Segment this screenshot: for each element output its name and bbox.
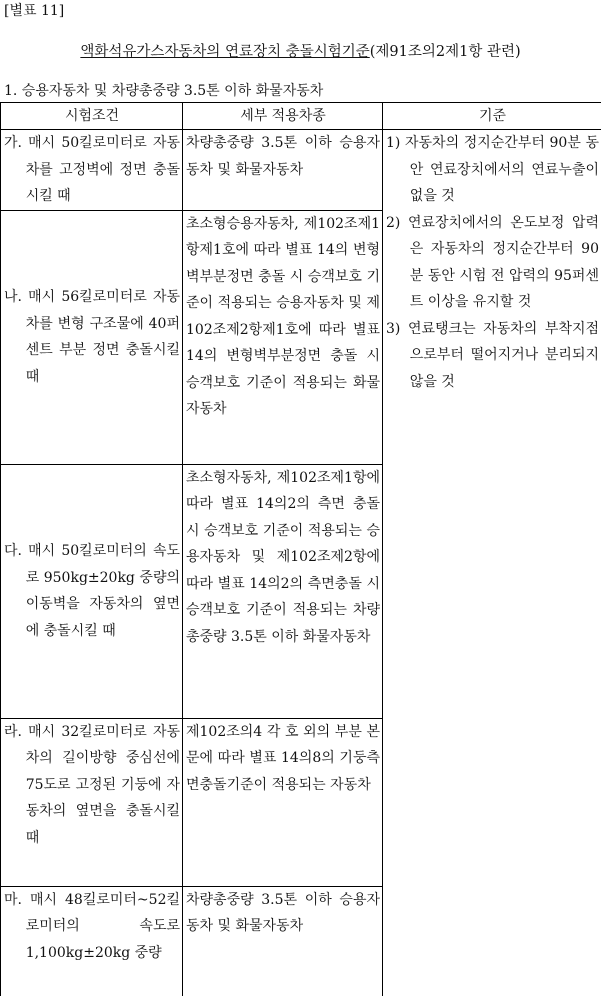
condition-text: 가. 매시 50킬로미터로 자동차를 고정벽에 정면 충돌시킬 때 [4,130,180,210]
section-heading: 1. 승용자동차 및 차량총중량 3.5톤 이하 화물자동차 [4,80,323,100]
vehicle-text: 제102조의4 각 호 외의 부분 본문에 따라 별표 14의8의 기둥측면충돌기준이 적용되는 자동차 [186,719,380,799]
table-header-row [1,103,601,130]
condition-cell [1,210,183,464]
crash-test-table [0,102,601,996]
vehicle-cell [183,210,383,464]
criteria-item: 1) 자동차의 정지순간부터 90분 동안 연료장치에서의 연료누출이 없을 것 [386,130,599,210]
vehicle-text: 초소형승용자동차, 제102조제1항제1호에 따라 별표 14의 변형벽부분정면 충돌 시 승객보호 기준이 적용되는 승용자동차 및 제102조제2항제1호에 따라 별표 14의 변형벽부분정면 충돌 시 승객보호 기준이 적용되는 화물자동차 [186,211,380,423]
annex-reference: [별표 11] [4,0,64,20]
condition-text: 다. 매시 50킬로미터의 속도로 950kg±20kg 중량의 이동벽을 자동차의 옆면에 충돌시킬 때 [4,538,180,644]
title-main: 액화석유가스자동차의 연료장치 충돌시험기준 [80,44,369,60]
criteria-item: 3) 연료탱크는 자동차의 부착지점으로부터 떨어지거나 분리되지 않을 것 [386,316,599,396]
condition-cell [1,464,183,718]
condition-cell [1,718,183,886]
vehicle-cell [183,718,383,886]
condition-text: 나. 매시 56킬로미터로 자동차를 변형 구조물에 40퍼센트 부분 정면 충돌시킬 때 [4,284,180,390]
criteria-item: 2) 연료장치에서의 온도보정 압력은 자동차의 정지순간부터 90분 동안 시험 전 압력의 95퍼센트 이상을 유지할 것 [386,210,599,316]
condition-cell [1,130,183,211]
criteria-cell [383,130,601,996]
vehicle-cell [183,464,383,718]
document-title [0,40,601,61]
condition-text: 라. 매시 32킬로미터로 자동차의 길이방향 중심선에 75도로 고정된 기둥에 자동차의 옆면을 충돌시킬 때 [4,719,180,852]
vehicle-cell [183,886,383,996]
header-vehicles: 세부 적용차종 [183,103,383,130]
vehicle-text: 초소형자동차, 제102조제1항에 따라 별표 14의2의 측면 충돌 시 승객보호 기준이 적용되는 승용자동차 및 제102조제2항에 따라 별표 14의2의 측면충돌 시 승객보호 기준이 적용되는 차량총중량 3.5톤 이하 화물자동차 [186,465,380,651]
condition-text: 마. 매시 48킬로미터~52킬로미터의 속도로 1,100kg±20kg 중량 [4,887,180,967]
title-note: (제91조의2제1항 관련) [370,44,521,60]
condition-cell [1,886,183,996]
header-criteria: 기준 [383,103,601,130]
vehicle-text: 차량총중량 3.5톤 이하 승용자동차 및 화물자동차 [186,130,380,183]
vehicle-cell [183,130,383,211]
table-row [1,130,601,211]
header-condition: 시험조건 [1,103,183,130]
vehicle-text: 차량총중량 3.5톤 이하 승용자동차 및 화물자동차 [186,887,380,940]
